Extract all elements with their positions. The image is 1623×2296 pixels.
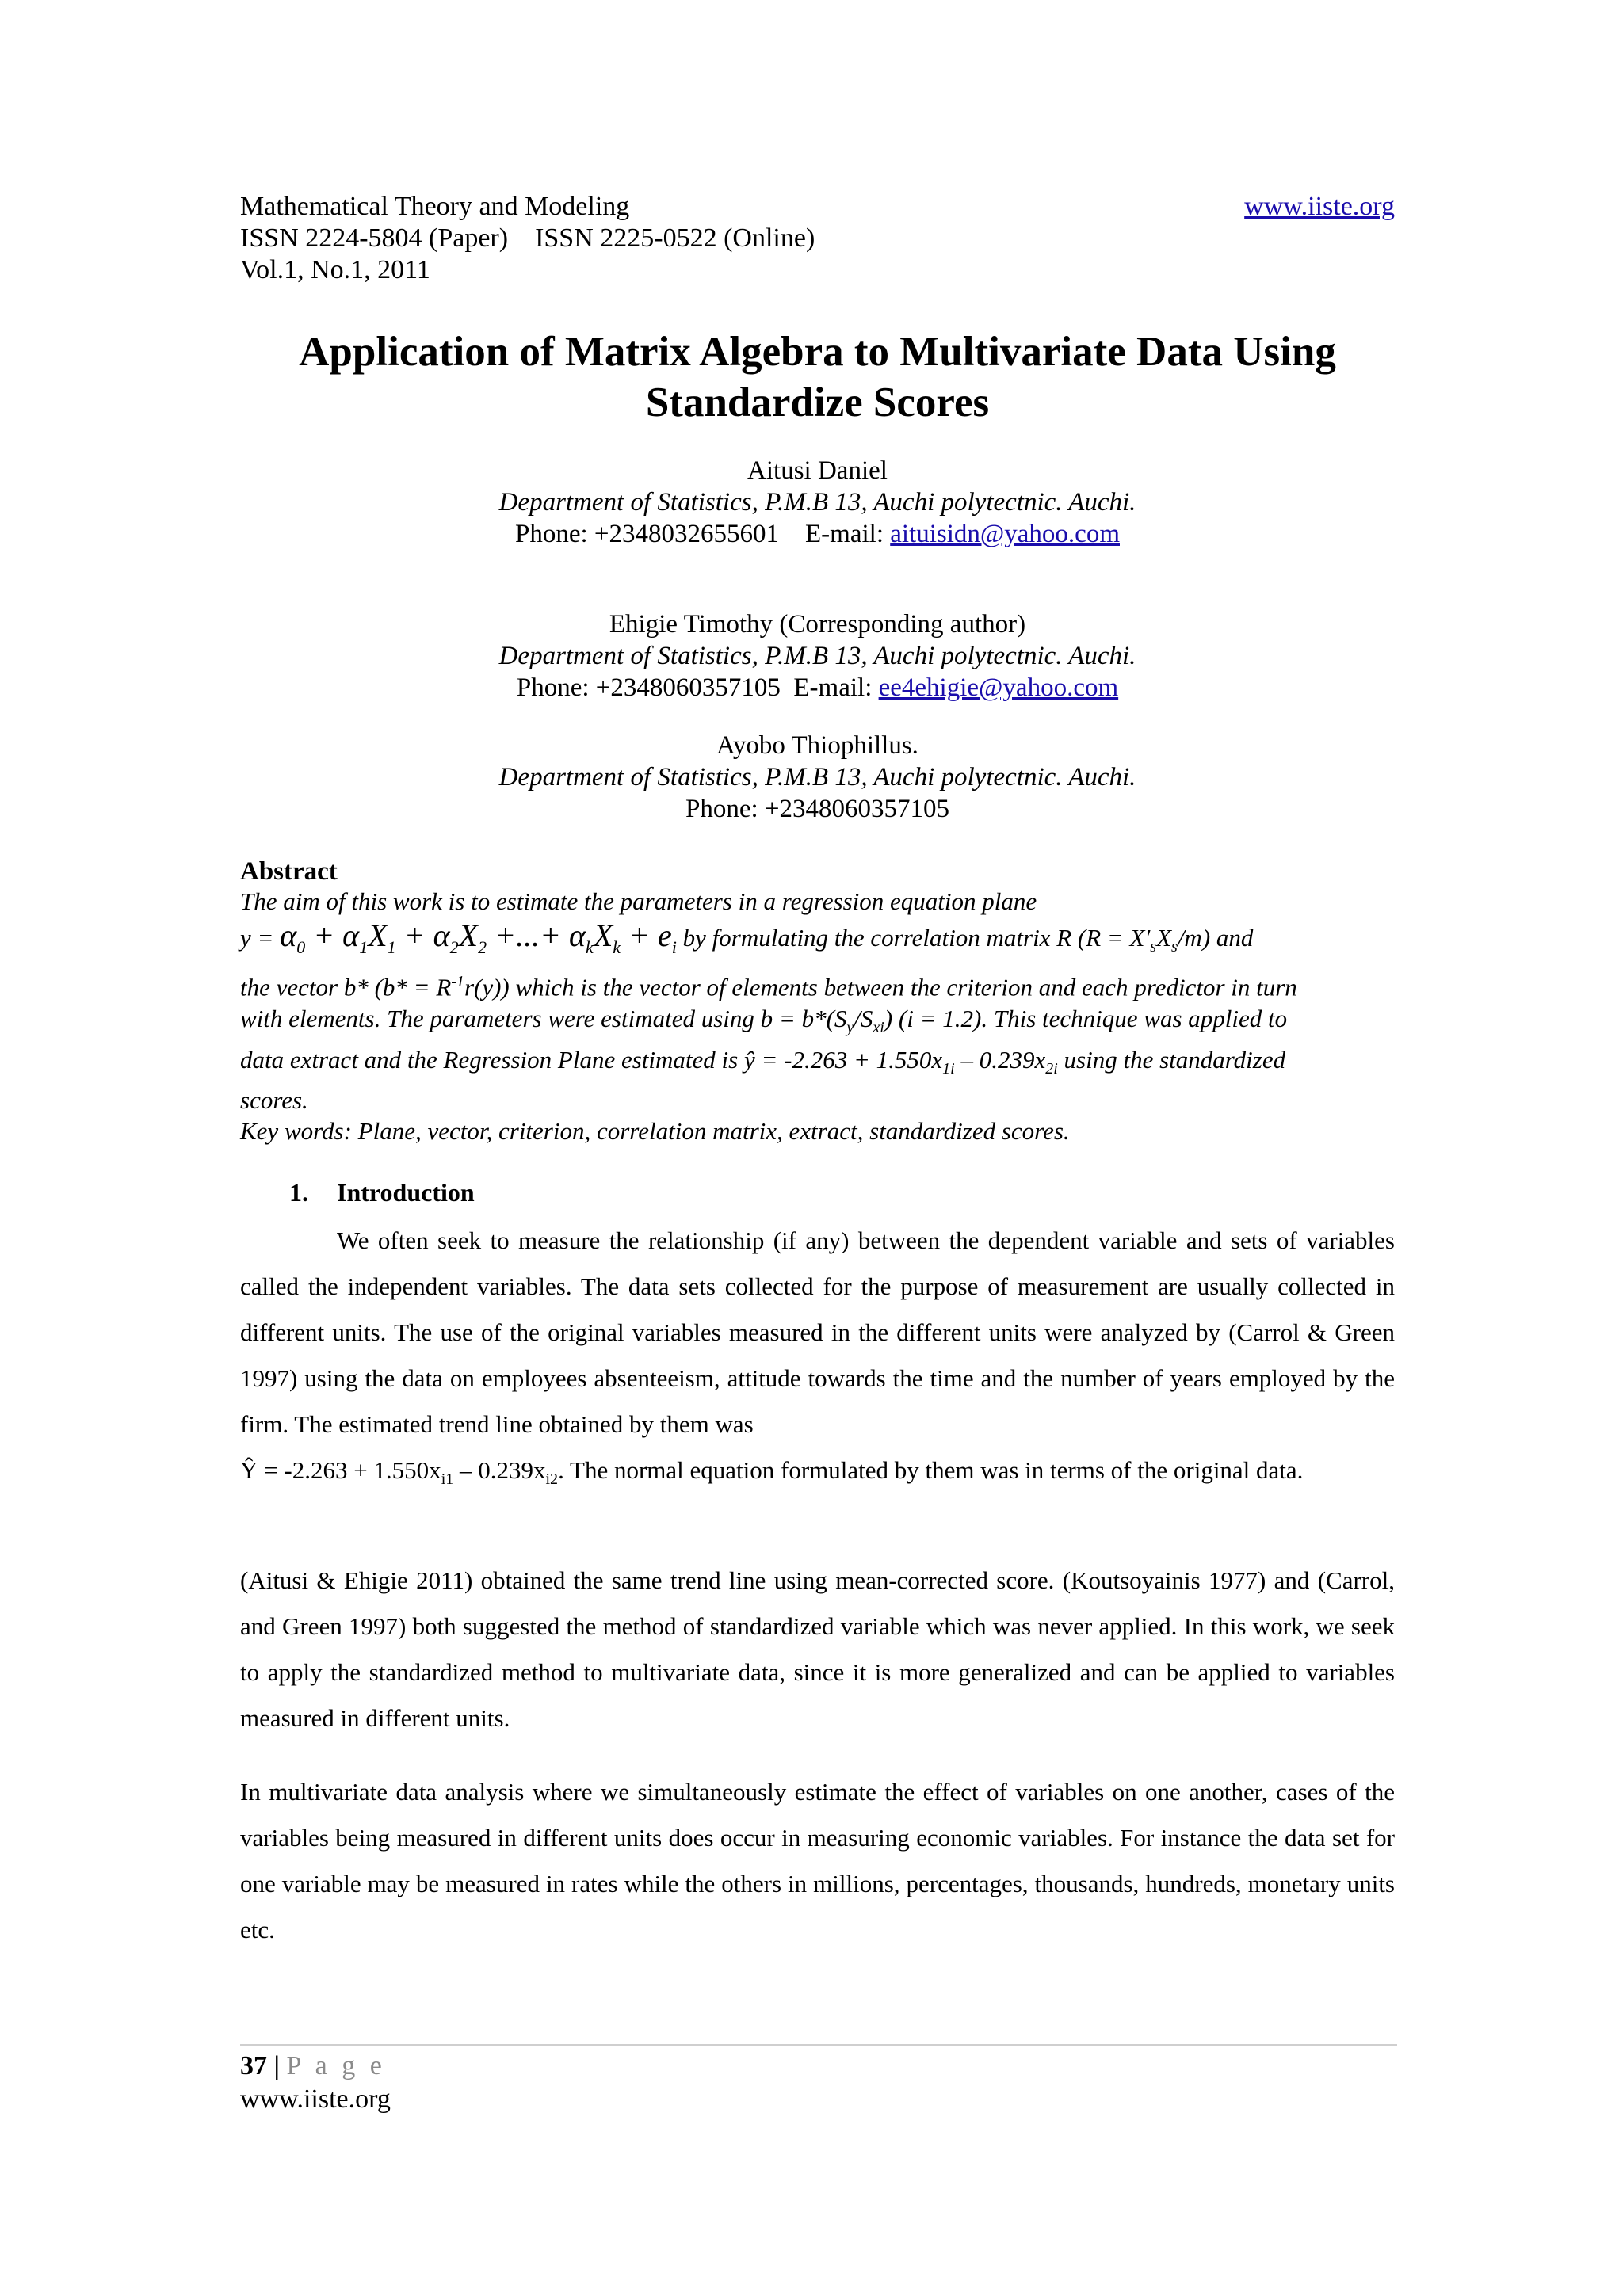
- section-number: 1.: [289, 1178, 308, 1207]
- body-paragraph-2: Ŷ = $-2.263 + 1.550x_{i1} - 0.239x_{i2}$. The normal equation formulated by them was in terms of the original data.: [240, 1456, 1304, 1489]
- paper-title: [240, 326, 1395, 428]
- equation-suffix-end: /m) and: [1177, 924, 1254, 952]
- abstract-line: with elements. The parameters were estimated using $b = b*(S_y/S_{xi}) (i = 1.2)$. This technique was applied to: [240, 1005, 1288, 1037]
- abstract-line: data extract and the Regression Plane estimated is ŷ = $-2.263 + 1.550x_{1i} - 0.239x_{2i}$ using the standardized: [240, 1045, 1286, 1077]
- footer-site: www.iiste.org: [240, 2084, 391, 2114]
- author-name: Aitusi Daniel: [747, 456, 888, 485]
- keywords: Key words: Plane, vector, criterion, correlation matrix, extract, standardized scores.: [240, 1117, 1070, 1145]
- journal-header: [240, 191, 1395, 286]
- journal-website-link[interactable]: www.iiste.org: [1244, 192, 1395, 221]
- author-block-1: [240, 455, 1395, 550]
- author-name: Ayobo Thiophillus.: [716, 731, 918, 760]
- author-contact: [240, 518, 1395, 550]
- section-title: Introduction: [337, 1178, 475, 1207]
- author-name: Ehigie Timothy (Corresponding author): [609, 610, 1026, 639]
- author-department: Department of Statistics, P.M.B 13, Auchi polytectnic. Auchi.: [498, 488, 1136, 517]
- journal-name: Mathematical Theory and Modeling: [240, 192, 630, 221]
- page-number: 37: [240, 2051, 267, 2081]
- title-line-1: Application of Matrix Algebra to Multivariate Data Using: [299, 329, 1336, 375]
- footer-divider: [240, 2044, 1397, 2046]
- title-line-2: Standardize Scores: [645, 379, 990, 425]
- regression-equation: $\alpha_0 + \alpha_1X_1 + \alpha_2X_2$ +...+ $\alpha_kX_k + e_i$: [280, 917, 677, 957]
- author-department: Department of Statistics, P.M.B 13, Auchi polytectnic. Auchi.: [498, 763, 1136, 791]
- author-phone: Phone: +2348060357105: [685, 795, 950, 823]
- author-phone: Phone: +2348032655601 E-mail:: [514, 520, 891, 548]
- author-block-3: [240, 730, 1395, 825]
- abstract-line: The aim of this work is to estimate the parameters in a regression equation plane: [240, 887, 1037, 915]
- body-paragraph-3: (Aitusi & Ehigie 2011) obtained the same trend line using mean-corrected score. (Koutsoyainis 1977) and (Carrol, and Green 1997) both suggested the method of standardized variable which was never applied. In this work, we seek to apply the standardized method to multivariate data, since it is more generalized and can be applied to variables measured in different units.: [240, 1566, 1395, 1732]
- issn-line: ISSN 2224-5804 (Paper) ISSN 2225-0522 (Online): [240, 223, 815, 253]
- page-footer: [240, 2050, 391, 2116]
- abstract-line: scores.: [240, 1085, 308, 1114]
- author-block-2: [240, 608, 1395, 704]
- section-heading: [289, 1177, 475, 1208]
- abstract-heading: Abstract: [240, 857, 338, 886]
- body-paragraph-1: We often seek to measure the relationship (if any) between the dependent variable and sets of variables called the independent variables. The data sets collected for the purpose of measurement are usually collected in different units. The use of the original variables measured in the different units were analyzed by (Carrol & Green 1997) using the data on employees absenteeism, attitude towards the time and the number of years employed by the firm. The estimated trend line obtained by them was: [240, 1226, 1395, 1438]
- equation-suffix: by formulating the correlation matrix R (R = X′: [676, 924, 1151, 952]
- author-phone: Phone: +2348060357105 E-mail:: [516, 673, 879, 702]
- abstract-text: [240, 886, 1397, 1116]
- author-department: Department of Statistics, P.M.B 13, Auchi polytectnic. Auchi.: [498, 642, 1136, 670]
- page-separator: |: [267, 2051, 287, 2081]
- author-email-link[interactable]: aituisidn@yahoo.com: [890, 520, 1120, 548]
- author-email-link[interactable]: ee4ehigie@yahoo.com: [878, 673, 1119, 702]
- body-paragraph-4: In multivariate data analysis where we simultaneously estimate the effect of variables on one another, cases of the variables being measured in different units does occur in measuring economic variables. For instance the data set for one variable may be measured in rates while the others in millions, percentages, thousands, hundreds, monetary units etc.: [240, 1778, 1395, 1943]
- abstract-formula-line: $y = \alpha_0 + \alpha_1X_1 + \alpha_2X_2$ +...+ $\alpha_kX_k + e_i$ by formulating the correlation matrix R $(R = X'_sX_s/m)$ and: [240, 917, 1254, 957]
- equation-prefix: y =: [240, 924, 281, 952]
- abstract-line: the vector b* $(b* = R^{-1}r(y))$ which is the vector of elements between the criterion and each predictor in turn: [240, 973, 1297, 1001]
- author-contact: [240, 672, 1395, 704]
- volume-line: Vol.1, No.1, 2011: [240, 255, 430, 284]
- page-label: P a g e: [286, 2051, 386, 2081]
